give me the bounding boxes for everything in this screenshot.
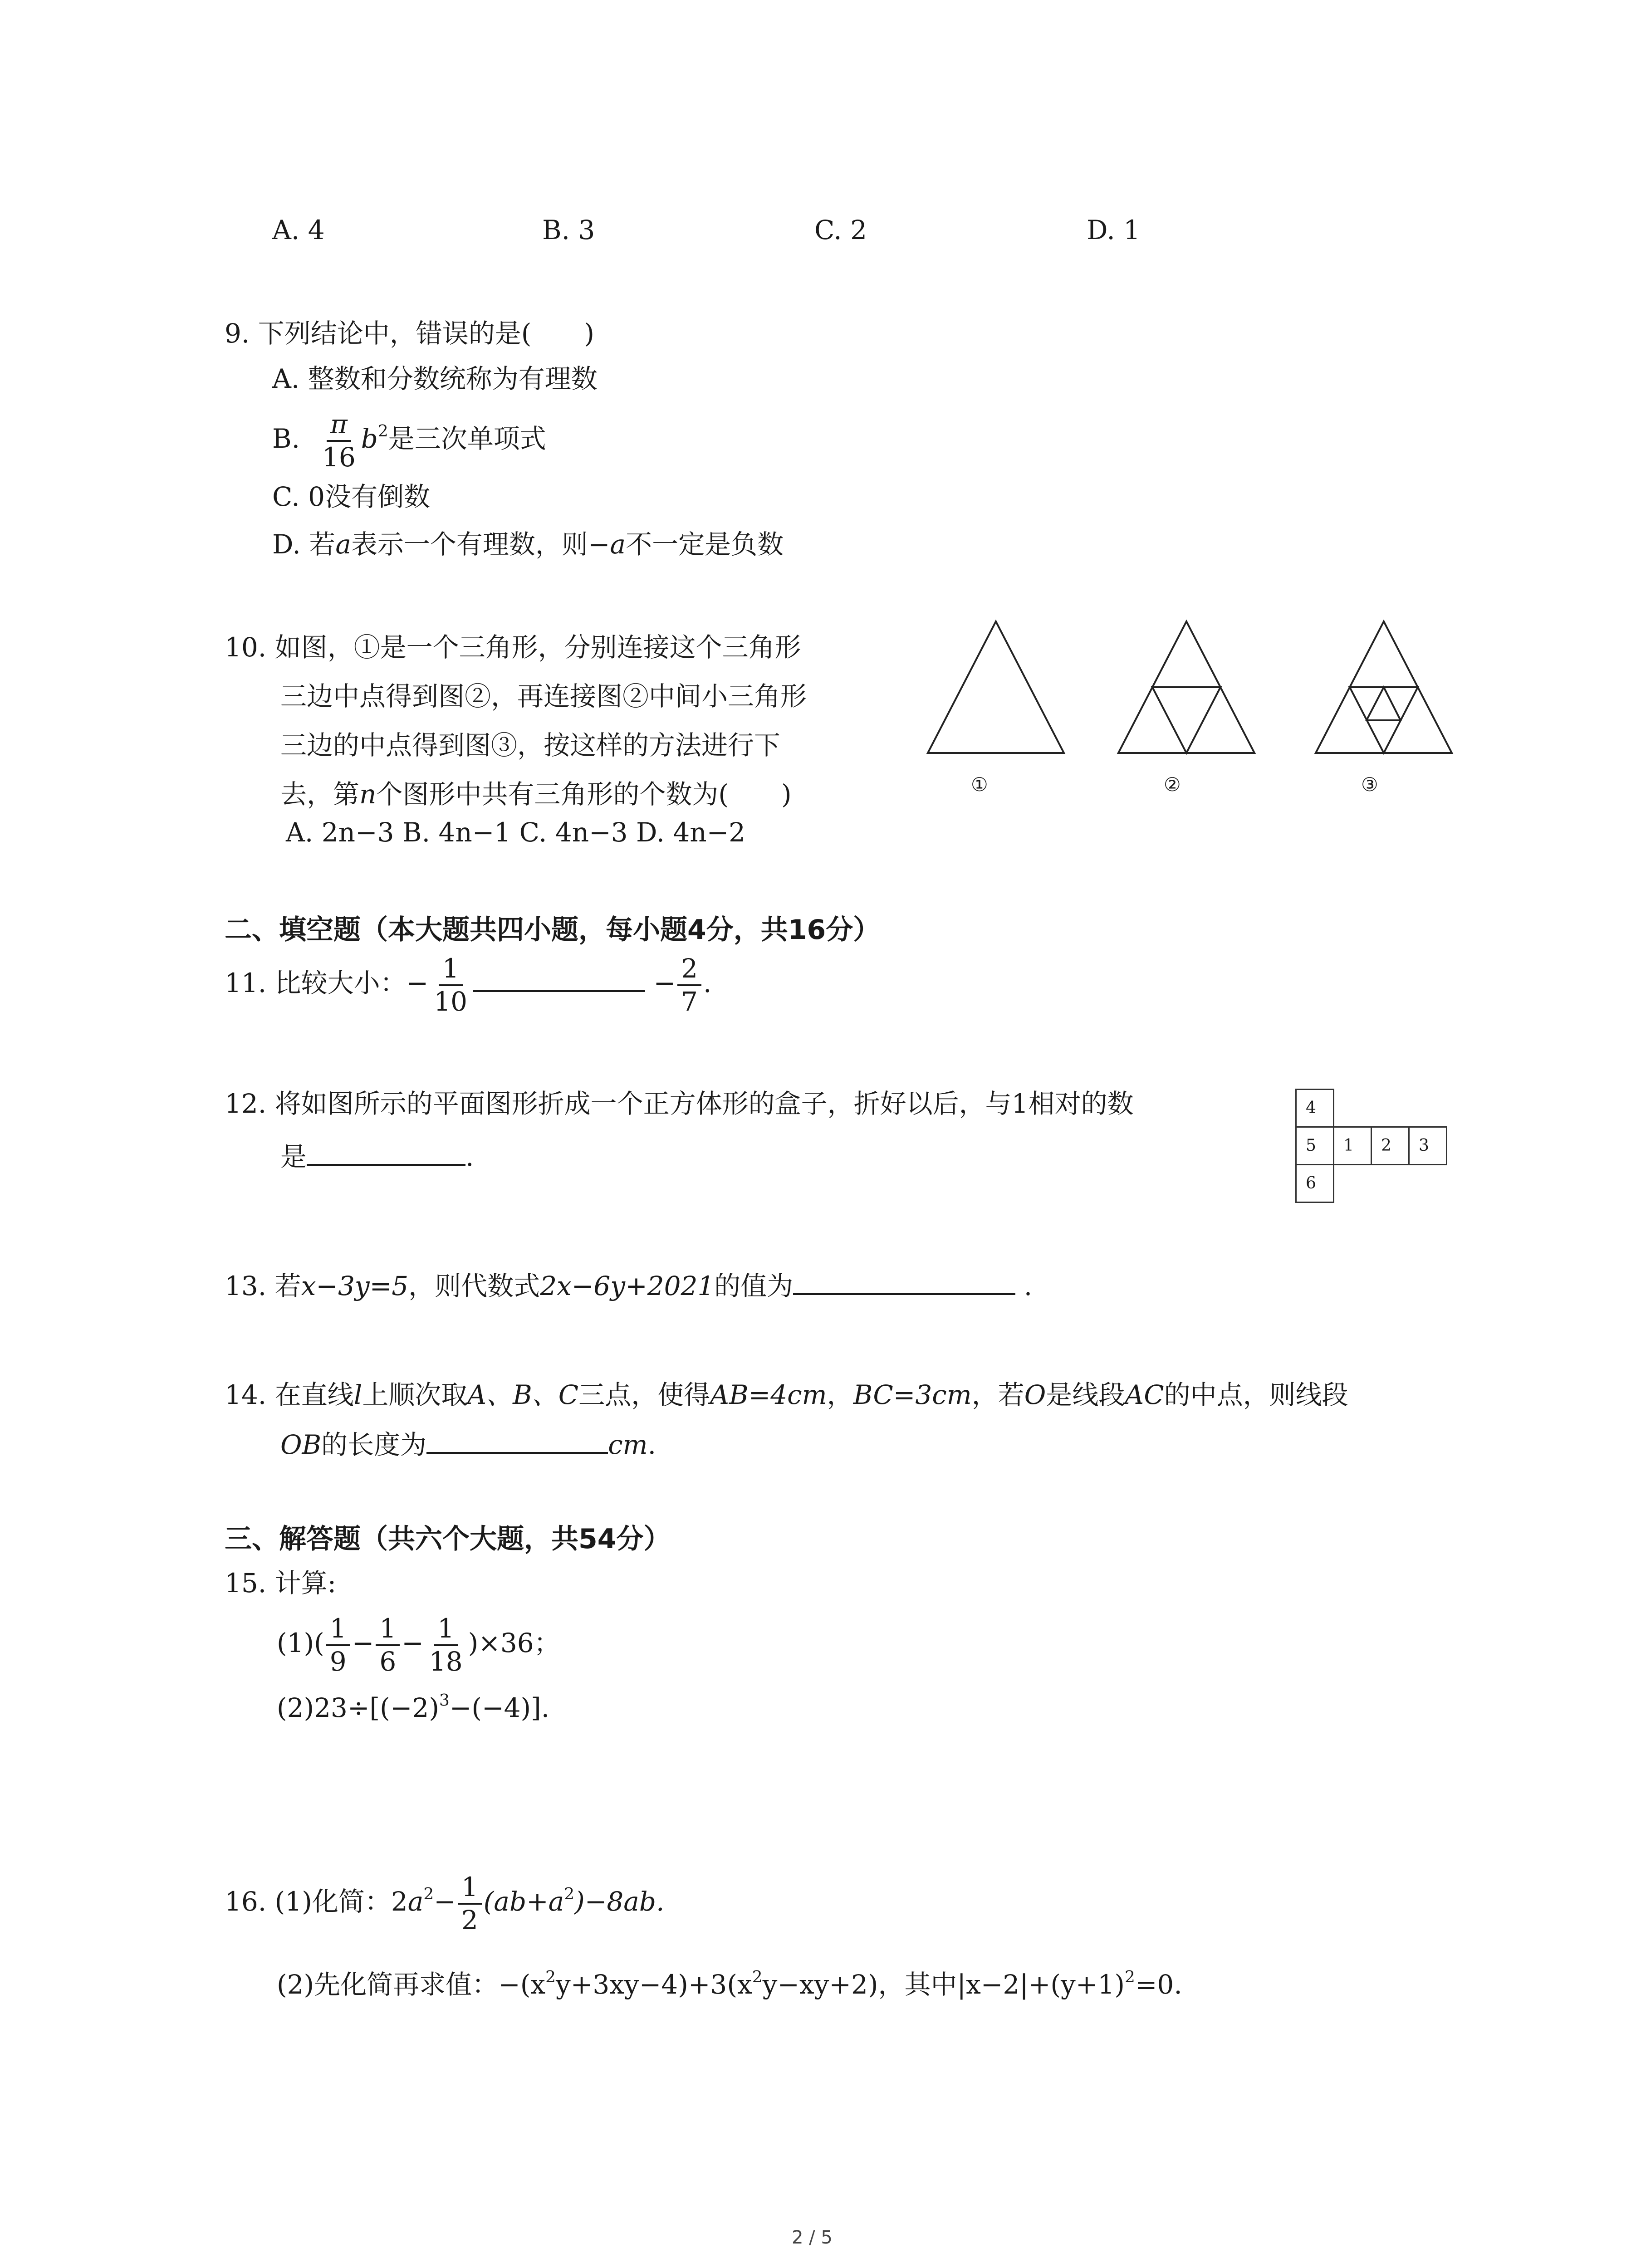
- q10-line-3: 三边的中点得到图③，按这样的方法进行下: [280, 730, 781, 761]
- net-cell-2: 2: [1371, 1126, 1410, 1165]
- q16-part-1: 16. (1)化简：$2a^2-$ $\frac{1}{2}$ $(ab+a^2)-8ab$.: [225, 1872, 665, 1936]
- q10-options: A. 2n−3 B. 4n−1 C. 4n−3 D. 4n−2: [286, 817, 746, 848]
- q9-option-d: D. 若a表示一个有理数，则−a不一定是负数: [272, 529, 784, 560]
- q14-line-2: OB的长度为 cm.: [280, 1429, 656, 1460]
- q8-option-a: A. 4: [272, 215, 325, 245]
- answer-blank-q12[interactable]: [307, 1146, 465, 1166]
- fraction-1-over-18: $\frac{1}{18}$: [429, 1613, 463, 1677]
- fig-label-2: ②: [1164, 773, 1181, 796]
- q8-option-d: D. 1: [1087, 215, 1141, 245]
- triangle-fig-1: [928, 621, 1064, 753]
- answer-blank-q14[interactable]: [426, 1434, 608, 1454]
- q8-option-c: C. 2: [814, 215, 867, 245]
- fraction-1-over-6: $\frac{1}{6}$: [376, 1615, 400, 1676]
- q10-line-2: 三边中点得到图②，再连接图②中间小三角形: [280, 681, 807, 712]
- q12-line-2: 是 .: [280, 1141, 474, 1172]
- fraction-1-over-10: $\frac{1}{10}$: [434, 953, 468, 1017]
- q9-option-c: C. 0没有倒数: [272, 481, 431, 512]
- fig-label-3: ③: [1361, 773, 1378, 796]
- q9-option-a: A. 整数和分数统称为有理数: [272, 363, 598, 394]
- q9-option-b: B. $\frac{\pi}{16}$ $b^2$是三次单项式: [272, 409, 546, 473]
- page-number: 2 / 5: [792, 2227, 833, 2248]
- q16-part-2: (2)先化简再求值：$-(x^2y+3xy-4)+3(x^2y-xy+2)$，其中$|x-2|+(y+1)^2=0$.: [277, 1967, 1182, 2000]
- q8-option-b: B. 3: [542, 215, 595, 245]
- q11: 11. 比较大小：− $\frac{1}{10}$ − $\frac{2}{7}$ .: [225, 953, 712, 1017]
- q10-line-4: 去，第n个图形中共有三角形的个数为( ): [280, 779, 792, 810]
- fraction-1-over-9: $\frac{1}{9}$: [326, 1615, 350, 1676]
- q12-line-1: 12. 将如图所示的平面图形折成一个正方体形的盒子，折好以后，与1相对的数: [225, 1088, 1134, 1119]
- net-cell-4: 4: [1295, 1089, 1334, 1128]
- answer-blank-q13[interactable]: [793, 1275, 1015, 1295]
- q15-part-2: $(2)23\div[(-2)^3-(-4)]$.: [277, 1691, 550, 1723]
- q15-part-1: (1)( $\frac{1}{9}$ − $\frac{1}{6}$ − $\frac{1}{18}$ )×36；: [277, 1613, 560, 1677]
- net-cell-6: 6: [1295, 1164, 1334, 1203]
- section-3-heading: 三、解答题（共六个大题，共54分）: [225, 1523, 671, 1555]
- fig-label-1: ①: [971, 773, 988, 796]
- answer-blank-q11[interactable]: [473, 972, 645, 992]
- section-2-heading: 二、填空题（本大题共四小题，每小题4分，共16分）: [225, 914, 881, 946]
- net-cell-1: 1: [1333, 1126, 1372, 1165]
- fraction-2-over-7: $\frac{2}{7}$: [677, 955, 701, 1016]
- fraction-1-over-2: $\frac{1}{2}$: [458, 1873, 482, 1934]
- net-cell-3: 3: [1408, 1126, 1447, 1165]
- triangle-subdivision-figure: [921, 617, 1465, 816]
- q15-title: 15. 计算:: [225, 1568, 337, 1598]
- q9-stem: 9. 下列结论中，错误的是( ): [225, 318, 595, 349]
- cube-net-figure: [1295, 1089, 1459, 1216]
- net-cell-5: 5: [1295, 1126, 1334, 1165]
- q14-line-1: 14. 在直线l上顺次取A、B、C三点，使得AB=4cm，BC=3cm，若O是线段AC的中点，则线段: [225, 1379, 1348, 1410]
- q10-line-1: 10. 如图，①是一个三角形，分别连接这个三角形: [225, 632, 801, 663]
- q13: 13. 若x−3y=5，则代数式2x−6y+2021的值为 .: [225, 1271, 1033, 1301]
- fraction-pi-over-16: $\frac{\pi}{16}$: [322, 409, 356, 473]
